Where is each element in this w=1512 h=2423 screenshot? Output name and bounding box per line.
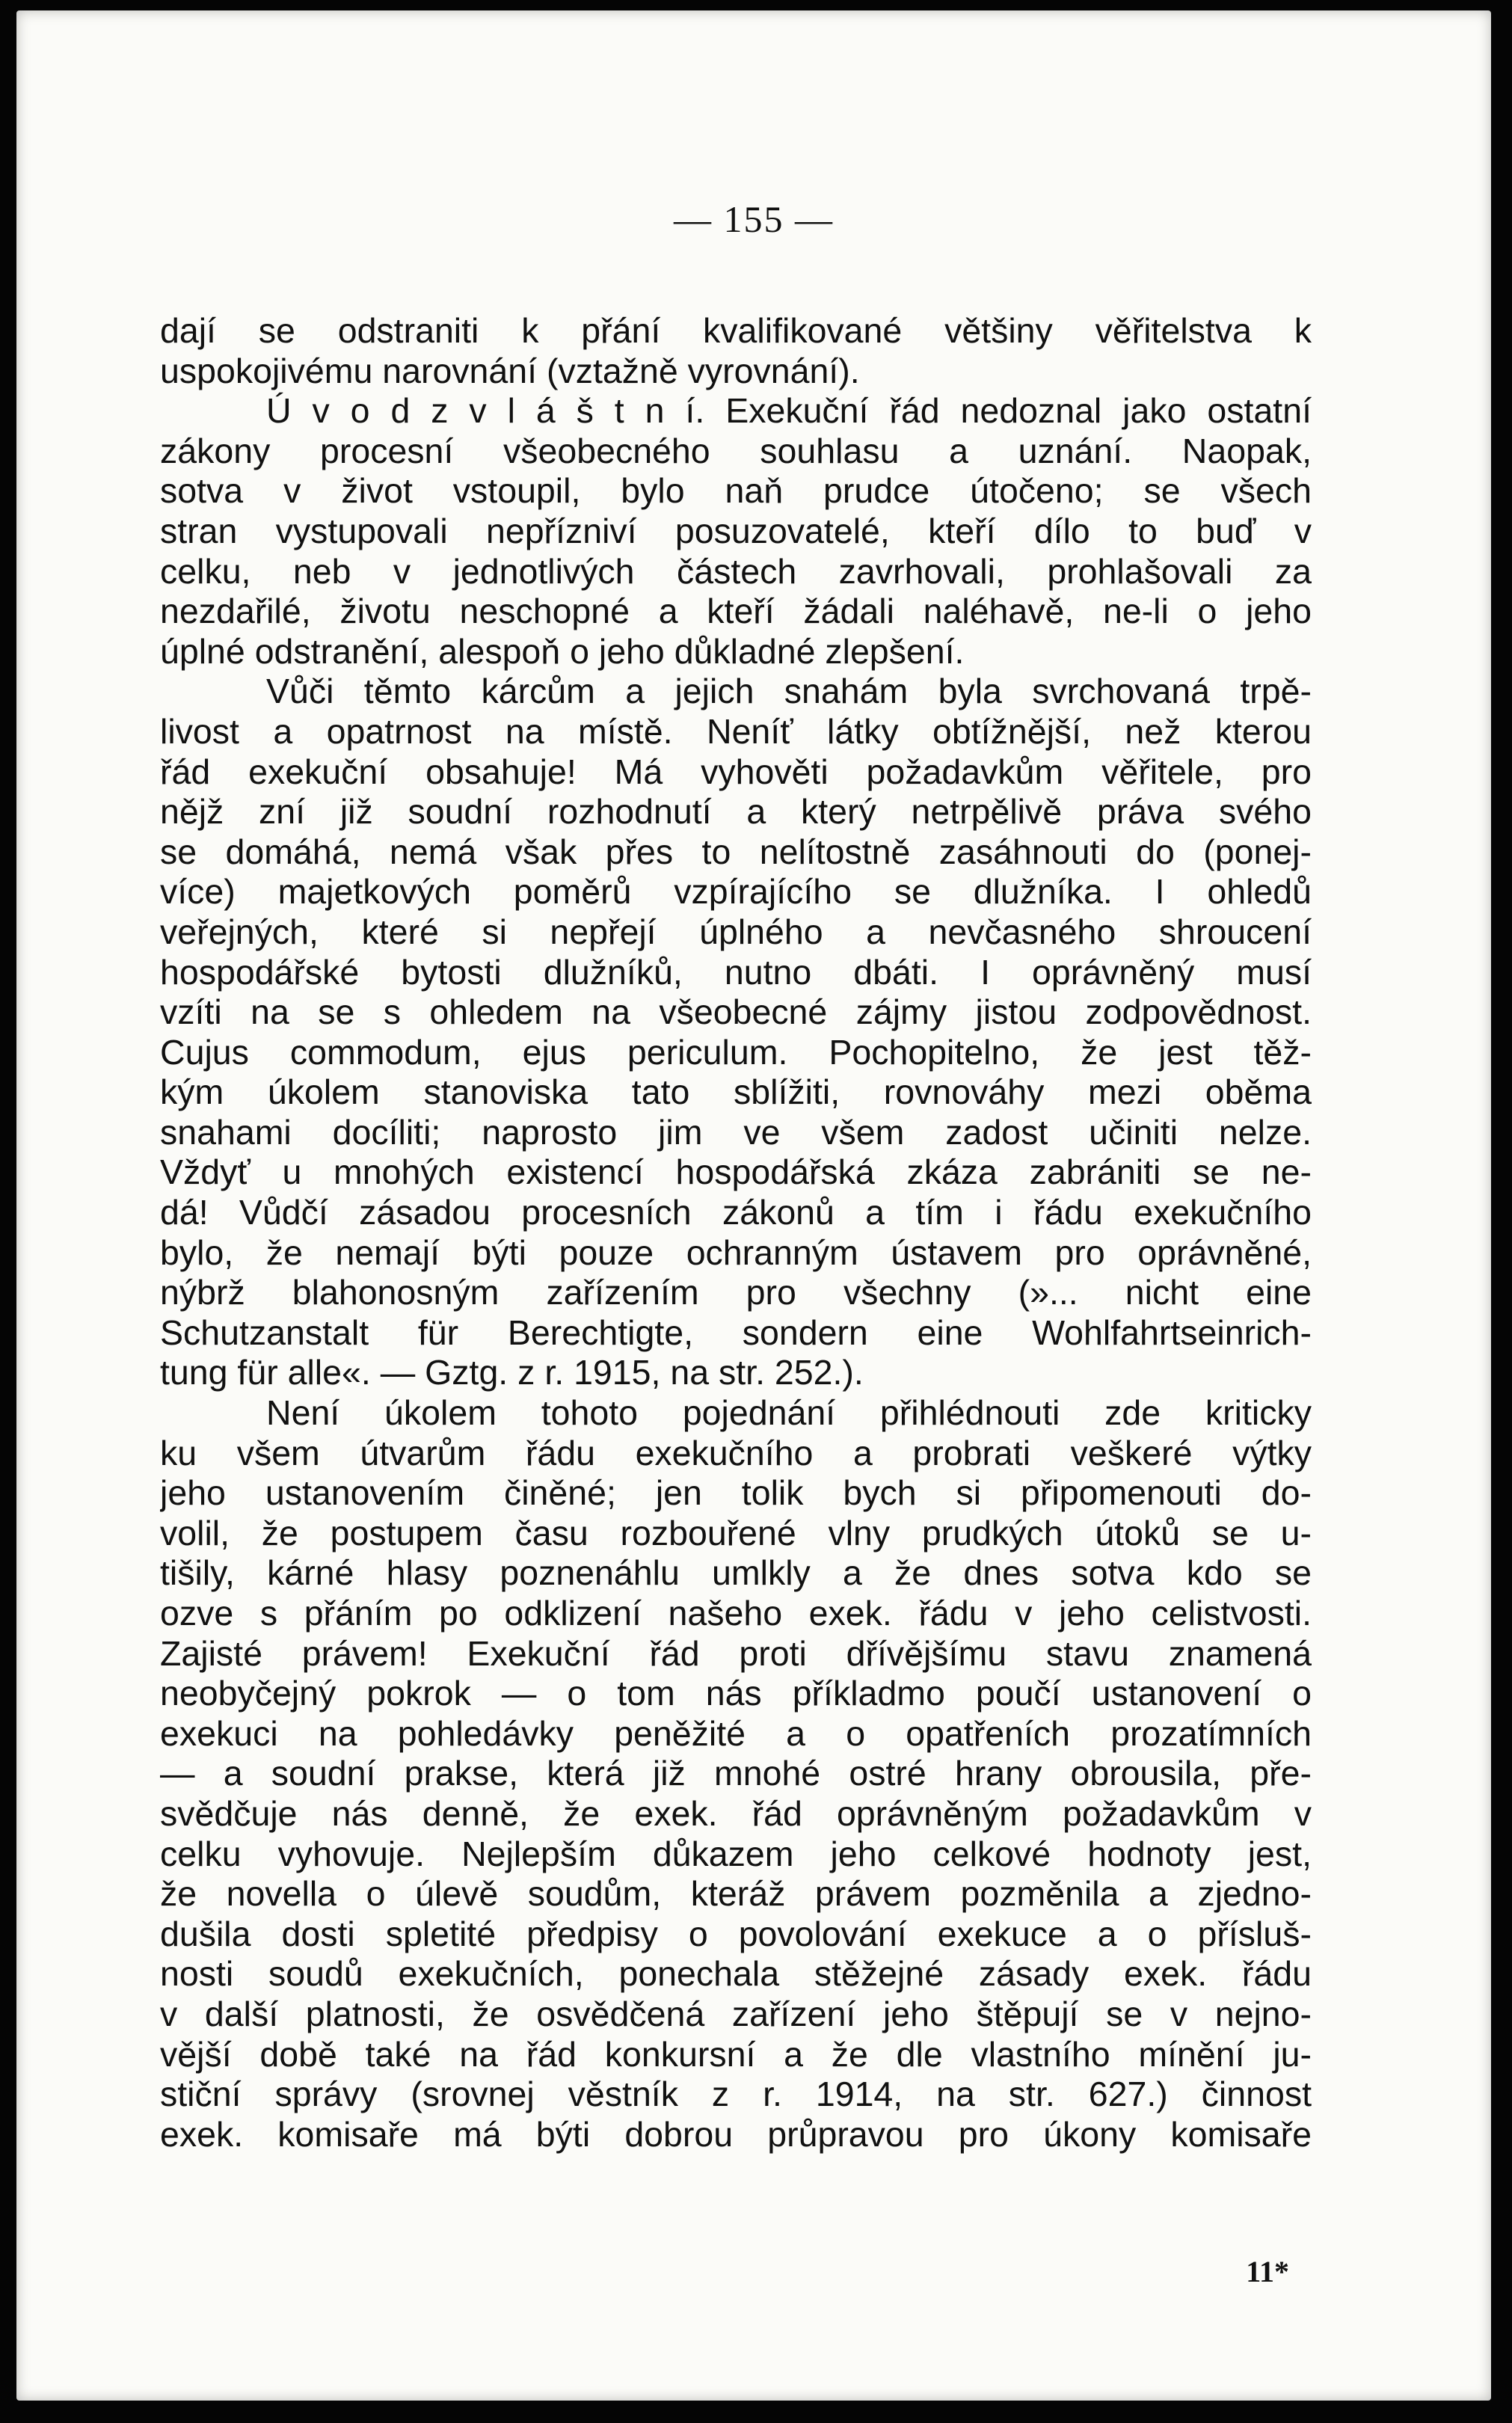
text-line: tung für alle«. — Gztg. z r. 1915, na str. 252.). xyxy=(160,1353,864,1392)
text-line: exek. komisaře má býti dobrou průpravou pro úkony komisaře xyxy=(160,2114,1312,2154)
text-line: sotva v život vstoupil, bylo naň prudce útočeno; se všech xyxy=(160,471,1312,511)
text-line: řád exekuční obsahuje! Má vyhověti požadavkům věřitele, pro xyxy=(160,752,1312,791)
text-line: více) majetkových poměrů vzpírajícího se dlužníka. I ohledů xyxy=(160,872,1312,912)
text-line: dá! Vůdčí zásadou procesních zákonů a tím i řádu exekučního xyxy=(160,1193,1312,1232)
text-line: celku vyhovuje. Nejlepším důkazem jeho celkové hodnoty jest, xyxy=(160,1834,1312,1873)
text-line: vější době také na řád konkursní a že dle vlastního mínění ju- xyxy=(160,2034,1312,2074)
text-line: bylo, že nemají býti pouze ochranným ústavem pro oprávněné, xyxy=(160,1232,1312,1272)
text-line: ku všem útvarům řádu exekučního a probrati veškeré výtky xyxy=(160,1433,1312,1472)
text-line: svědčuje nás denně, že exek. řád oprávněným požadavkům v xyxy=(160,1793,1312,1833)
book-page xyxy=(16,10,1491,2401)
text-line: jeho ustanovením činěné; jen tolik bych si připomenouti do- xyxy=(160,1473,1312,1513)
section-heading-line: Ú v o d z v l á š t n í. Exekuční řád nedoznal jako ostatní xyxy=(266,391,1312,431)
text-line: ozve s přáním po odklizení našeho exek. řádu v jeho celistvosti. xyxy=(160,1594,1312,1633)
text-line: kým úkolem stanoviska tato sblížiti, rovnováhy mezi oběma xyxy=(160,1072,1312,1112)
text-line: dají se odstraniti k přání kvalifikované většiny věřitelstva k xyxy=(160,311,1312,350)
text-line: Vůči těmto kárcům a jejich snahám byla svrchovaná trpě- xyxy=(266,672,1312,711)
body-text xyxy=(160,311,1312,2155)
page-number: — 155 — xyxy=(674,198,834,240)
text-line: Cujus commodum, ejus periculum. Pochopitelno, že jest těž- xyxy=(160,1032,1312,1072)
text-line: volil, že postupem času rozbouřené vlny prudkých útoků se u- xyxy=(160,1513,1312,1553)
text-line: nezdařilé, životu neschopné a kteří žádali naléhavě, ne-li o jeho xyxy=(160,592,1312,631)
text-line: Schutzanstalt für Berechtigte, sondern eine Wohlfahrtseinrich- xyxy=(160,1312,1312,1352)
text-line: celku, neb v jednotlivých částech zavrhovali, prohlašovali za xyxy=(160,551,1312,591)
text-line: že novella o úlevě soudům, kteráž právem pozměnila a zjedno- xyxy=(160,1874,1312,1914)
text-line: zákony procesní všeobecného souhlasu a uznání. Naopak, xyxy=(160,431,1312,470)
text-line: nosti soudů exekučních, ponechala stěžejné zásady exek. řádu xyxy=(160,1954,1312,1994)
text-line: uspokojivému narovnání (vztažně vyrovnání). xyxy=(160,351,860,390)
text-line: Není úkolem tohoto pojednání přihlédnouti zde kriticky xyxy=(266,1393,1312,1433)
text-line: se domáhá, nemá však přes to nelítostně zasáhnouti do (ponej- xyxy=(160,832,1312,871)
text-line: exekuci na pohledávky peněžité a o opatřeních prozatímních xyxy=(160,1713,1312,1753)
text-line: stran vystupovali nepřízniví posuzovatelé, kteří dílo to buď v xyxy=(160,511,1312,550)
text-line: vzíti na se s ohledem na všeobecné zájmy jistou zodpovědnost. xyxy=(160,992,1312,1032)
text-line: Vždyť u mnohých existencí hospodářská zkáza zabrániti se ne- xyxy=(160,1152,1312,1192)
text-line: v další platnosti, že osvědčená zařízení jeho štěpují se v nejno- xyxy=(160,1994,1312,2033)
text-line: hospodářské bytosti dlužníků, nutno dbáti. I oprávněný musí xyxy=(160,952,1312,992)
text-line: Zajisté právem! Exekuční řád proti dřívějšímu stavu znamená xyxy=(160,1633,1312,1673)
text-line: dušila dosti spletité předpisy o povolování exekuce a o přísluš- xyxy=(160,1914,1312,1953)
text-line: stiční správy (srovnej věstník z r. 1914, na str. 627.) činnost xyxy=(160,2075,1312,2114)
text-line: — a soudní prakse, která již mnohé ostré hrany obrousila, pře- xyxy=(160,1754,1312,1793)
text-line: nýbrž blahonosným zařízením pro všechny (»... nicht eine xyxy=(160,1273,1312,1312)
text-line: livost a opatrnost na místě. Neníť látky obtížnější, než kterou xyxy=(160,711,1312,751)
text-line: nějž zní již soudní rozhodnutí a který netrpělivě práva svého xyxy=(160,792,1312,832)
text-line: snahami docíliti; naprosto jim ve všem zadost učiniti nelze. xyxy=(160,1112,1312,1152)
sheet-signature: 11* xyxy=(1246,2255,1289,2288)
text-line: úplné odstranění, alespoň o jeho důkladné zlepšení. xyxy=(160,631,965,671)
text-line: neobyčejný pokrok — o tom nás příkladmo poučí ustanovení o xyxy=(160,1674,1312,1713)
text-line: veřejných, které si nepřejí úplného a nevčasného shroucení xyxy=(160,912,1312,951)
text-line: tišily, kárné hlasy poznenáhlu umlkly a že dnes sotva kdo se xyxy=(160,1553,1312,1593)
